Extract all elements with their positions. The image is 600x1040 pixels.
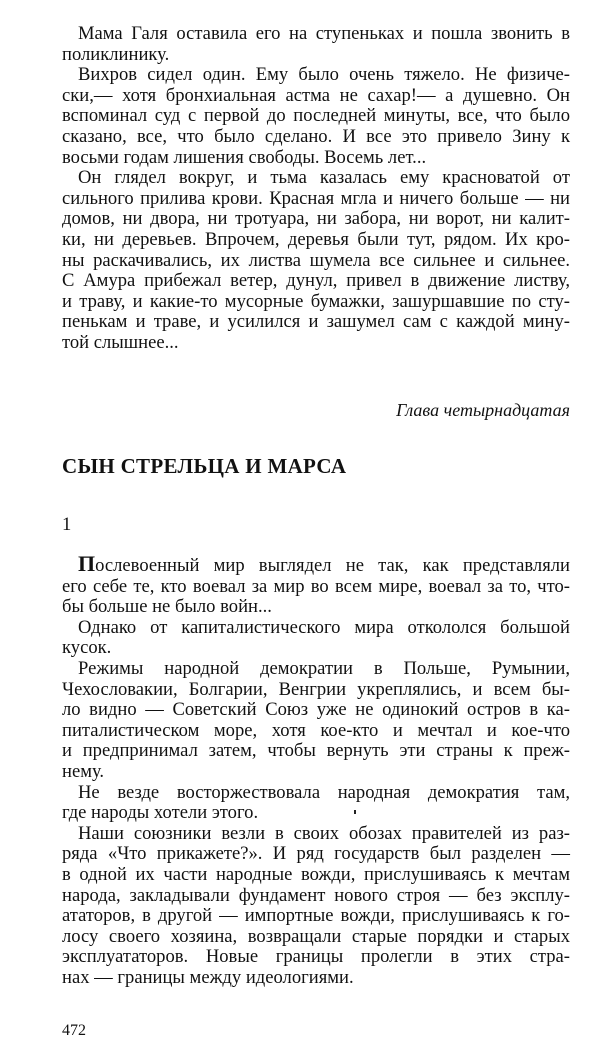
text-line: вспоминал суд с первой до последней минуты, все, что было xyxy=(62,105,570,127)
print-speck xyxy=(354,810,356,814)
text-line: Не везде восторжествовала народная демократия там, xyxy=(78,781,570,803)
previous-chapter-ending xyxy=(62,24,570,354)
text-line: Режимы народной демократии в Польше, Румынии, xyxy=(78,657,570,679)
paragraph xyxy=(62,24,570,65)
text-line: эксплуататоров. Новые границы пролегли в этих стра- xyxy=(62,946,570,968)
text-line: ны раскачивались, их листва шумела все сильнее и сильнее. xyxy=(62,249,570,271)
chapter-title: СЫН СТРЕЛЬЦА И МАРСА xyxy=(62,454,347,478)
paragraph xyxy=(62,824,570,989)
text-line: нах — границы между идеологиями. xyxy=(62,966,354,988)
text-line: ататоров, в другой — импортные вожди, прислушиваясь к го- xyxy=(62,905,570,927)
text-line: нему. xyxy=(62,760,105,782)
text-line: сказано, все, что было сделано. И все это привело Зину к xyxy=(62,125,570,147)
text-line: ослевоенный мир выглядел не так, как представляли xyxy=(95,555,570,576)
text-line: лосу своего хозяина, возвращали старые порядки и старых xyxy=(62,925,570,947)
text-line: кусок. xyxy=(62,637,112,659)
text-line: ки, ни деревьев. Впрочем, деревья были тут, рядом. Их кро- xyxy=(62,228,570,250)
text-line: поликлинику. xyxy=(62,43,170,65)
text-line: ски,— хотя бронхиальная астма не сахар!— а душевно. Он xyxy=(62,84,570,106)
text-line: ло видно — Советский Союз уже не одинокий остров в ка- xyxy=(62,699,570,721)
text-line: Мама Галя оставила его на ступеньках и пошла звонить в xyxy=(78,23,570,44)
paragraph xyxy=(62,618,570,659)
text-line: Однако от капиталистического мира откололся большой xyxy=(78,616,570,638)
text-line: бы больше не было войн... xyxy=(62,596,272,618)
paragraph xyxy=(62,783,570,824)
text-line: Чехословакии, Болгарии, Венгрии укреплялись, и всем бы- xyxy=(62,678,570,700)
paragraph xyxy=(62,65,570,168)
text-line: С Амура прибежал ветер, дунул, привел в движение листву, xyxy=(62,270,570,292)
text-line: и предпринимал затем, чтобы вернуть эти страны к преж- xyxy=(62,740,570,762)
paragraph xyxy=(62,168,570,353)
text-line: Наши союзники везли в своих обозах правителей из раз- xyxy=(78,822,570,844)
text-line: домов, ни двора, ни тротуара, ни забора, ни ворот, ни калит- xyxy=(62,208,570,230)
text-line: народа, закладывали фундамент нового строя — без эксплу- xyxy=(62,884,570,906)
paragraph xyxy=(62,659,570,783)
dropcap-letter: П xyxy=(78,551,96,576)
text-line: и траву, и какие-то мусорные бумажки, зашуршавшие по сту- xyxy=(62,290,570,312)
text-line: где народы хотели этого. xyxy=(62,802,259,824)
text-line-with-dropcap xyxy=(62,551,570,577)
text-line: восьми годам лишения свободы. Восемь лет... xyxy=(62,146,427,168)
text-line: в одной их части народные вожди, прислушиваясь к мечтам xyxy=(62,863,570,885)
text-line: пенькам и траве, и усилился и зашумел сам с каждой мину- xyxy=(62,311,570,333)
text-line: ряда «Что прикажете?». И ряд государств был разделен — xyxy=(62,843,570,865)
text-line: питалистическом море, хотя кое-кто и мечтал и кое-что xyxy=(62,719,570,741)
text-line: Он глядел вокруг, и тьма казалась ему красноватой от xyxy=(78,167,570,189)
section-number: 1 xyxy=(62,514,72,535)
text-line: Вихров сидел один. Ему было очень тяжело. Не физиче- xyxy=(78,64,570,86)
text-line: той слышнее... xyxy=(62,331,179,353)
text-line: сильного прилива крови. Красная мгла и ничего больше — ни xyxy=(62,187,570,209)
text-line: его себе те, кто воевал за мир во всем мире, воевал за то, что- xyxy=(62,575,570,597)
page-number: 472 xyxy=(62,1022,86,1039)
paragraph xyxy=(62,551,570,618)
chapter-label: Глава четырнадцатая xyxy=(396,400,570,420)
chapter-body xyxy=(62,551,570,988)
